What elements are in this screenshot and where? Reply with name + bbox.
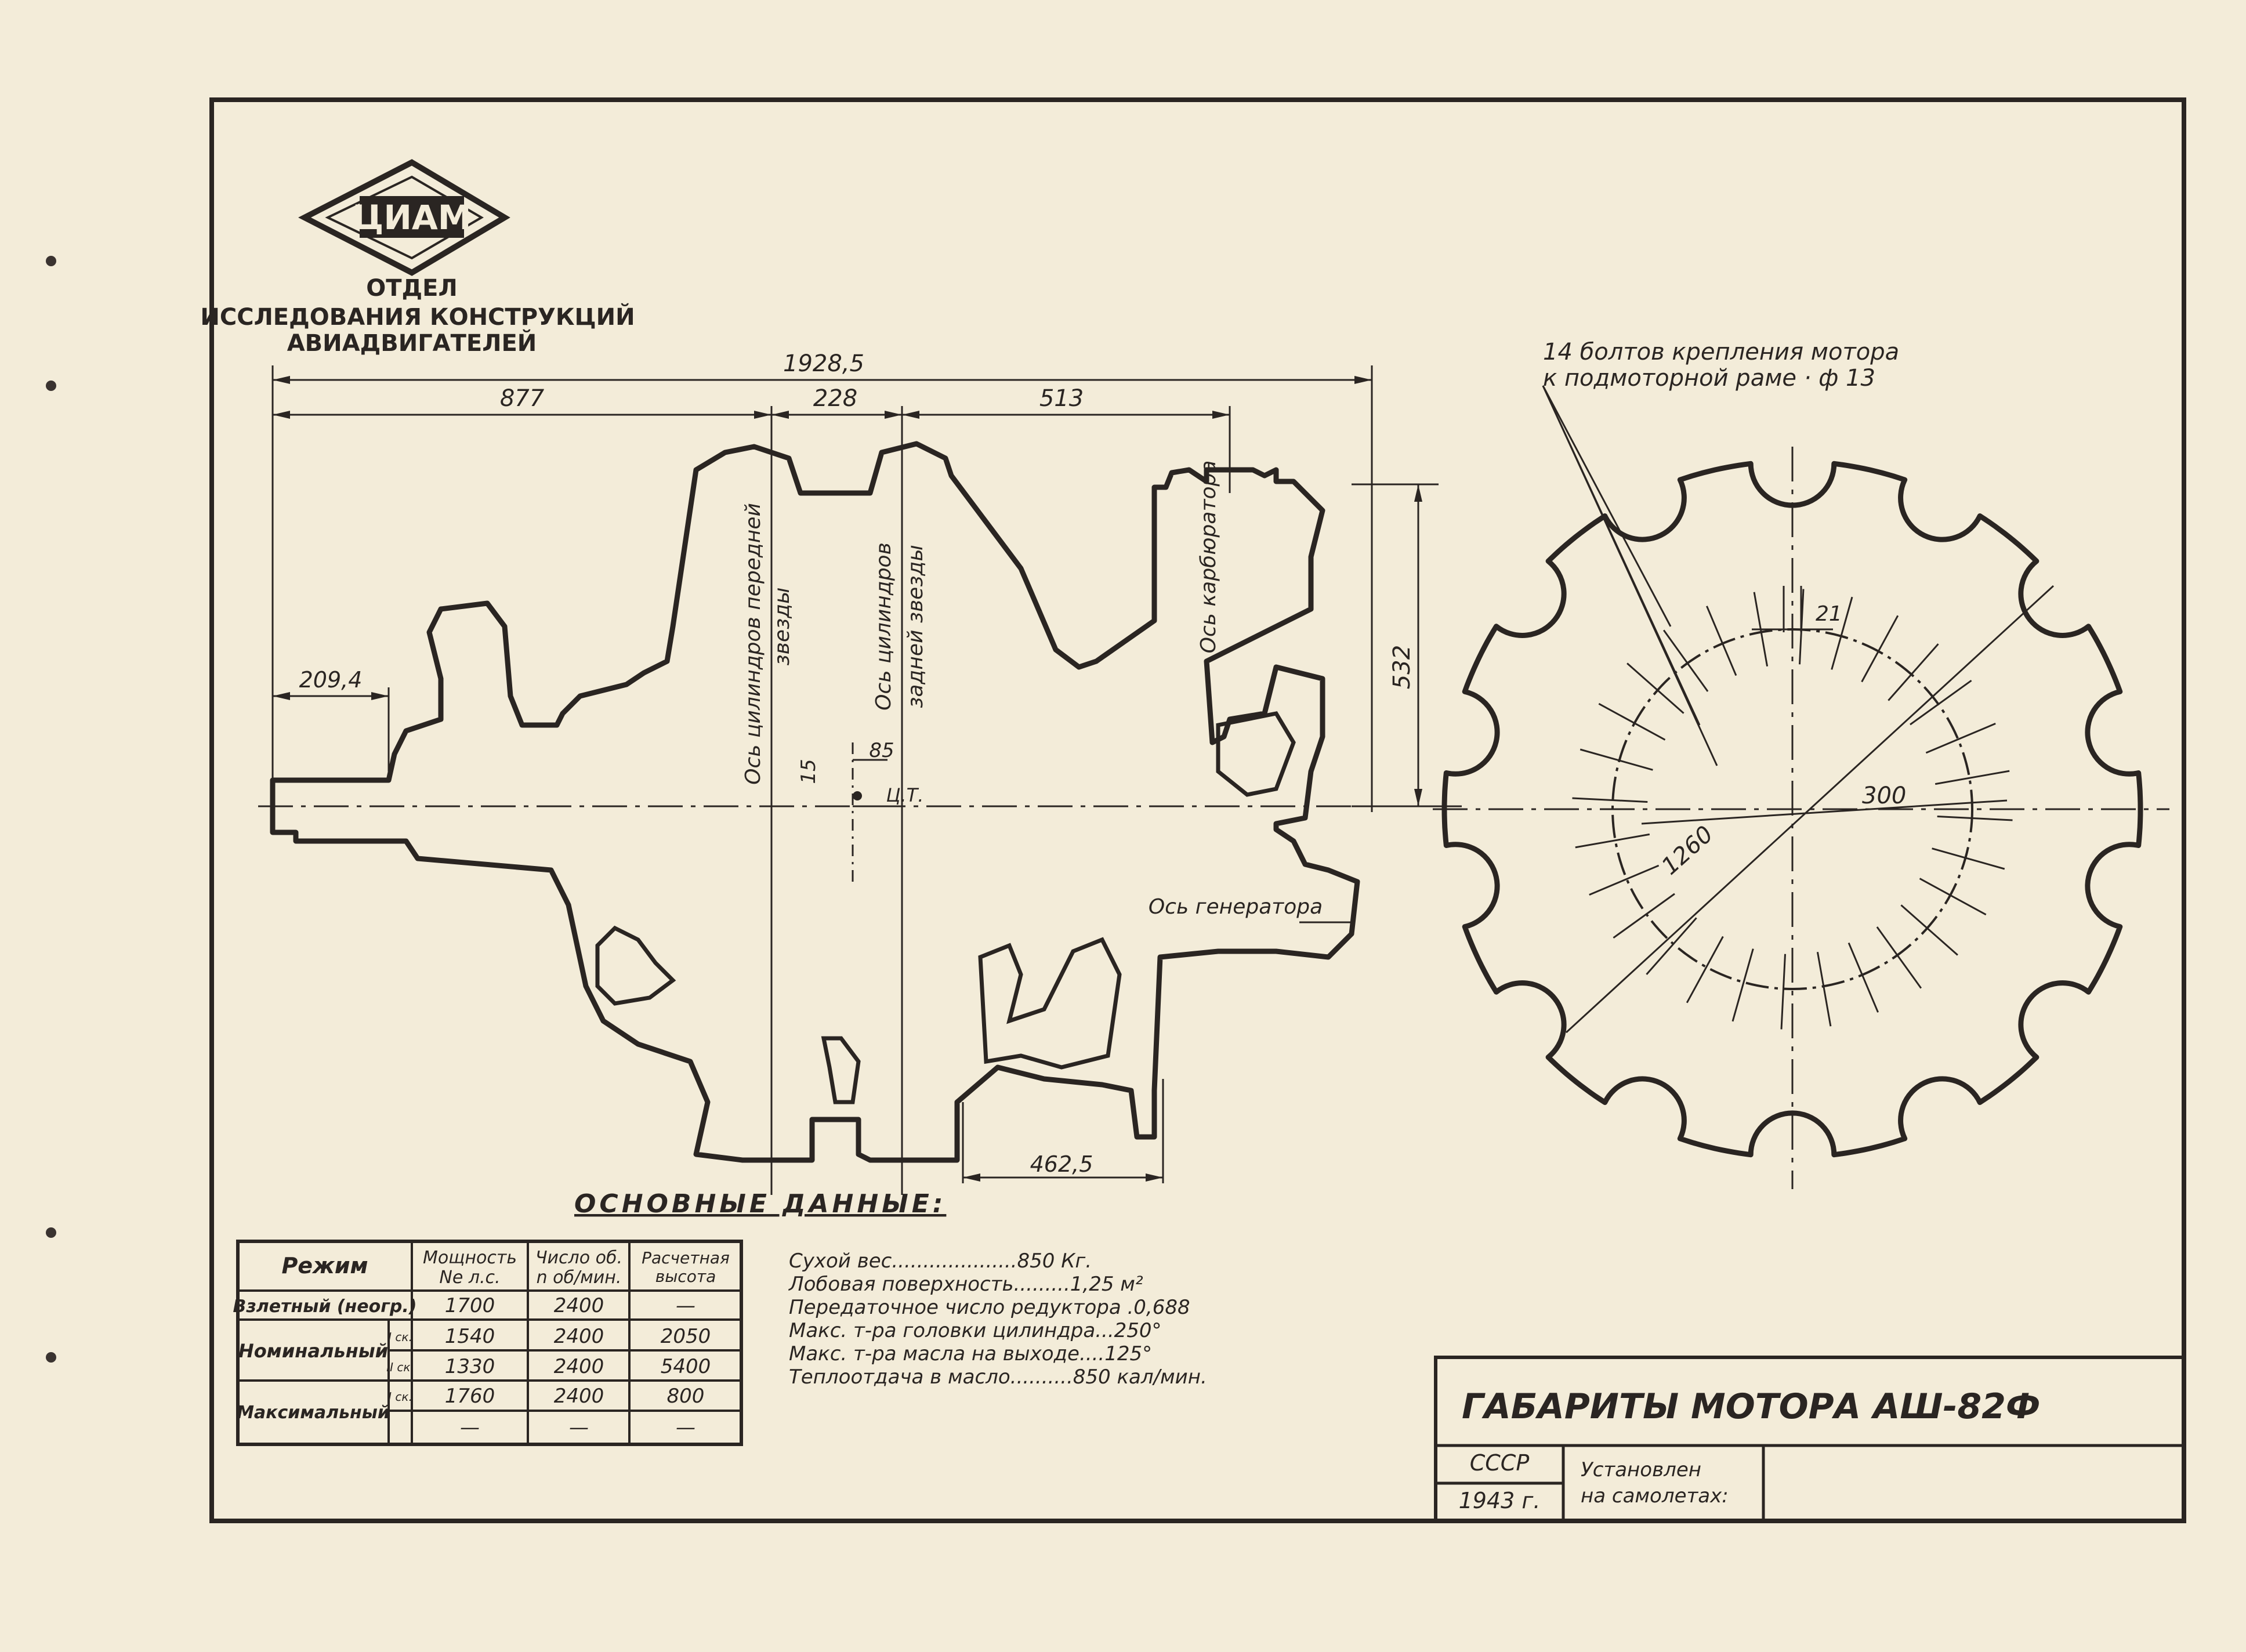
dim-height-upper: 532 <box>1389 644 1415 690</box>
label-rear-axis-1: Ось цилиндров <box>872 542 896 711</box>
row-nominal-r1-power: 1540 <box>444 1325 495 1348</box>
th-mode: Режим <box>281 1253 368 1278</box>
installed-label-1: Установлен <box>1581 1458 1702 1481</box>
year: 1943 г. <box>1458 1488 1541 1513</box>
dept-line-1: ОТДЕЛ <box>366 275 458 302</box>
main-data-lines <box>788 1249 1207 1389</box>
dept-line-2: ИССЛЕДОВАНИЯ КОНСТРУКЦИЙ <box>200 304 635 331</box>
radial-tick <box>1849 943 1878 1012</box>
row-takeoff-alt: — <box>676 1294 695 1317</box>
row-maximal-r1-alt: 800 <box>666 1385 705 1408</box>
main-data-line: Макс. т-ра масла на выходе....125° <box>789 1342 1153 1365</box>
main-data-line: Макс. т-ра головки цилиндра...250° <box>789 1319 1162 1342</box>
label-cg: Ц.Т. <box>886 784 924 806</box>
radial-tick <box>1877 927 1921 988</box>
main-data-line: Сухой вес....................850 Кг. <box>789 1249 1092 1273</box>
label-front-axis-1: Ось цилиндров передней <box>741 503 765 785</box>
dim-prop-shaft: 209,4 <box>299 667 363 693</box>
modes-table <box>233 1241 741 1444</box>
dim-1260: 1260 <box>1656 821 1719 881</box>
main-data-heading: ОСНОВНЫЕ ДАННЫЕ: <box>574 1189 947 1219</box>
org-logo <box>305 162 505 273</box>
radial-tick <box>1817 952 1831 1026</box>
row-nominal-r2-rpm: 2400 <box>553 1355 604 1378</box>
dim-cg-vertical: 15 <box>797 759 820 784</box>
side-view <box>258 350 1462 1195</box>
th-alt-2: высота <box>655 1267 716 1286</box>
bolts-note-1: 14 болтов крепления мотора <box>1543 339 1900 365</box>
radial-tick <box>1613 894 1675 938</box>
th-power-2: Ne л.с. <box>439 1267 501 1288</box>
main-data-line: Лобовая поверхность.........1,25 м² <box>789 1273 1143 1296</box>
radial-tick <box>1580 749 1653 770</box>
row-maximal-mode: Максимальный <box>237 1403 390 1423</box>
drawing-title: ГАБАРИТЫ МОТОРА АШ-82Ф <box>1462 1386 2041 1427</box>
dim-seg-mid: 228 <box>813 385 858 412</box>
radial-tick <box>1926 723 1995 753</box>
radial-tick <box>1888 644 1938 701</box>
th-rpm-1: Число об. <box>535 1248 623 1268</box>
radial-tick <box>1862 615 1898 682</box>
row-takeoff-power: 1700 <box>444 1294 495 1317</box>
label-generator-axis: Ось генератора <box>1148 895 1323 919</box>
radial-tick <box>1920 879 1986 915</box>
row-nominal-sub2: II ск. <box>386 1360 414 1374</box>
radial-tick <box>1935 771 2009 784</box>
installed-label-2: на самолетах: <box>1581 1484 1729 1508</box>
label-rear-axis-2: задней звезды <box>904 545 928 708</box>
row-maximal-r1-rpm: 2400 <box>553 1385 604 1408</box>
radial-tick <box>1910 680 1972 724</box>
dim-21: 21 <box>1816 602 1842 626</box>
bolts-note-2: к подмоторной раме · ф 13 <box>1543 365 1875 392</box>
dim-seg-rear: 513 <box>1039 385 1084 412</box>
row-maximal-r2-alt: — <box>676 1416 695 1439</box>
row-nominal-sub1: I ск. <box>388 1330 412 1344</box>
row-maximal-r1-power: 1760 <box>444 1385 495 1408</box>
front-view <box>1433 339 2169 1189</box>
title-block <box>1436 1357 2184 1521</box>
radial-tick <box>1901 905 1958 955</box>
dim-seg-front: 877 <box>499 385 545 412</box>
label-carburetor-axis: Ось карбюратора <box>1197 460 1220 654</box>
radial-tick <box>1647 918 1697 974</box>
row-nominal-r1-rpm: 2400 <box>553 1325 604 1348</box>
label-front-axis-2: звезды <box>770 587 794 666</box>
row-maximal-r2-power: — <box>460 1416 480 1439</box>
logo-text: ЦИАМ <box>352 198 472 237</box>
main-data-line: Теплоотдача в масло..........850 кал/мин. <box>789 1365 1207 1389</box>
th-power-1: Мощность <box>422 1248 517 1268</box>
row-nominal-mode: Номинальный <box>238 1340 389 1362</box>
radial-tick <box>1781 954 1785 1030</box>
row-maximal-sub1: I ск. <box>388 1390 412 1404</box>
radial-tick <box>1575 834 1650 847</box>
radial-tick <box>1599 704 1665 740</box>
dept-line-3: АВИАДВИГАТЕЛЕЙ <box>287 330 537 357</box>
radial-tick <box>1687 937 1723 1003</box>
dim-300: 300 <box>1862 782 1907 809</box>
dim-overall-length: 1928,5 <box>783 350 864 377</box>
radial-tick <box>1573 798 1648 802</box>
row-maximal-r2-rpm: — <box>569 1416 589 1439</box>
row-nominal-r2-alt: 5400 <box>660 1355 711 1378</box>
country: СССР <box>1469 1450 1530 1476</box>
dim-cg-horizontal: 85 <box>869 739 894 762</box>
row-nominal-r2-power: 1330 <box>444 1355 495 1378</box>
dim-rear-lower: 462,5 <box>1030 1151 1093 1177</box>
th-rpm-2: n об/мин. <box>536 1267 622 1288</box>
binder-holes <box>46 256 56 1363</box>
row-takeoff-rpm: 2400 <box>553 1294 604 1317</box>
engine-outline <box>273 444 1357 1160</box>
main-data-line: Передаточное число редуктора .0,688 <box>789 1296 1190 1319</box>
th-alt-1: Расчетная <box>642 1248 730 1267</box>
row-takeoff-mode: Взлетный (неогр.) <box>233 1296 417 1317</box>
row-nominal-r1-alt: 2050 <box>660 1325 711 1348</box>
radial-tick <box>1937 817 2013 821</box>
